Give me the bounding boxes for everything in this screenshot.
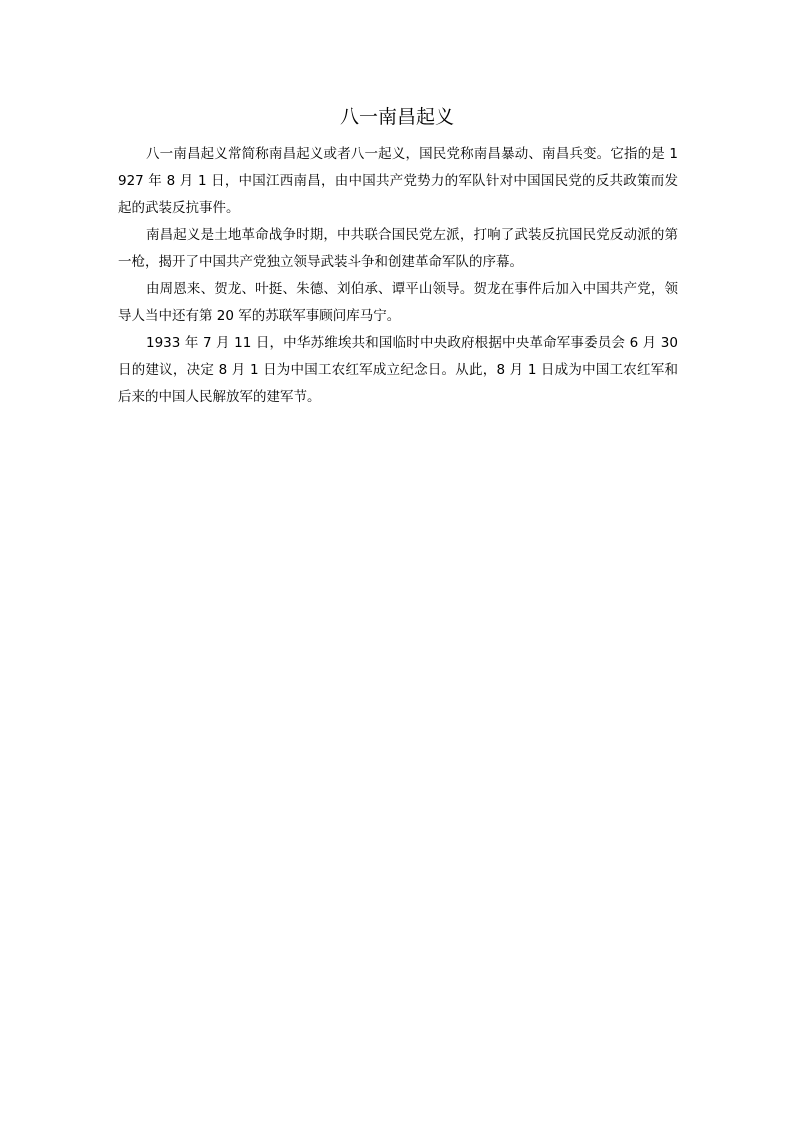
paragraph-3: 由周恩来、贺龙、叶挺、朱德、刘伯承、谭平山领导。贺龙在事件后加入中国共产党，领导人当中还有第 20 军的苏联军事顾问库马宁。 bbox=[118, 281, 678, 324]
paragraph-1: 八一南昌起义常简称南昌起义或者八一起义，国民党称南昌暴动、南昌兵变。它指的是 1927 年 8 月 1 日，中国江西南昌，由中国共产党势力的军队针对中国国民党的反共政策而发起的武装反抗事件。 bbox=[118, 146, 678, 216]
paragraph-2: 南昌起义是土地革命战争时期，中共联合国民党左派，打响了武装反抗国民党反动派的第一枪，揭开了中国共产党独立领导武装斗争和创建革命军队的序幕。 bbox=[118, 227, 678, 270]
document-title: 八一南昌起义 bbox=[339, 106, 454, 128]
document-body bbox=[118, 141, 678, 411]
paragraph-4: 1933 年 7 月 11 日，中华苏维埃共和国临时中央政府根据中央革命军事委员会 6 月 30 日的建议，决定 8 月 1 日为中国工农红军成立纪念日。从此，8 月 1 日成为中国工农红军和后来的中国人民解放军的建军节。 bbox=[118, 335, 678, 405]
